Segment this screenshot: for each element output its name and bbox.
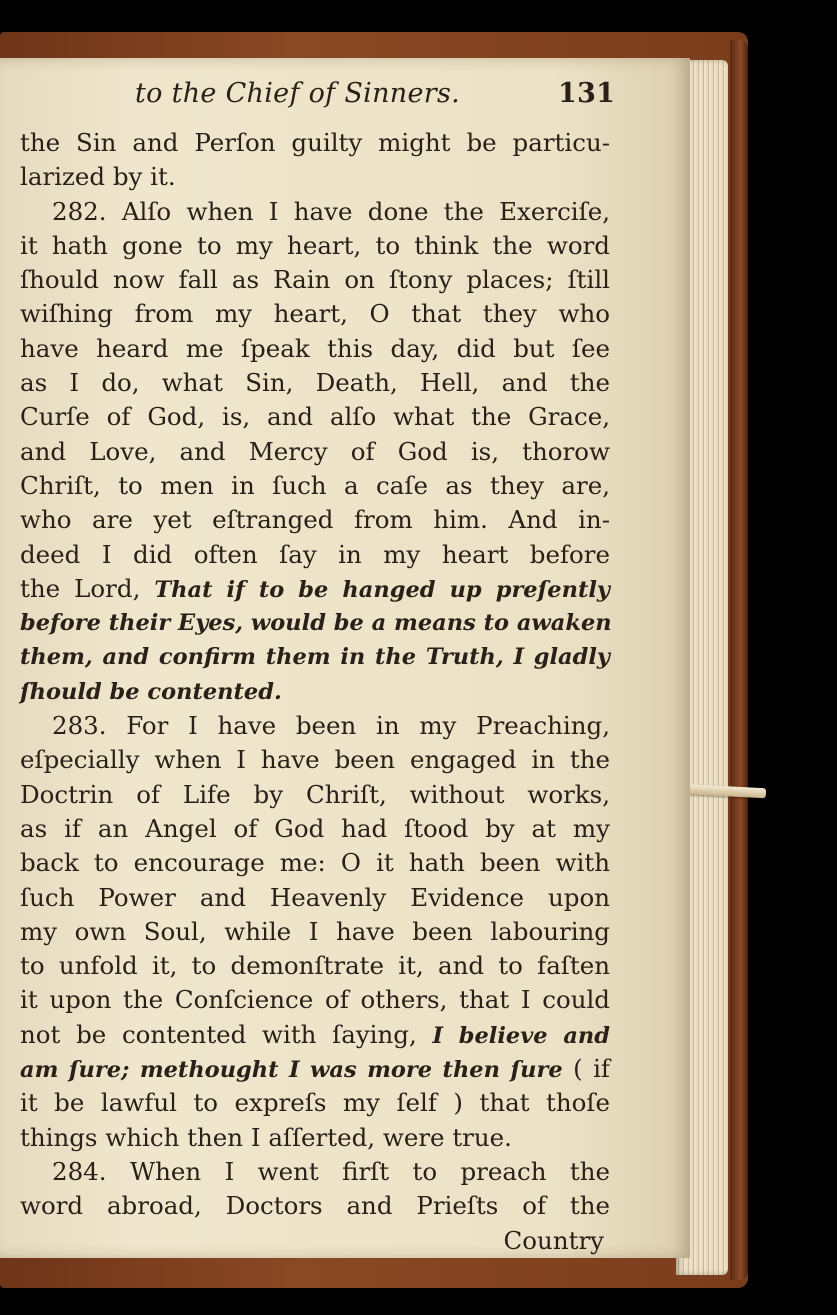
text-line: ſhould now fall as Rain on ſtony places; ſtill bbox=[20, 265, 610, 295]
text-line-italic: ſhould be contented. bbox=[20, 678, 282, 705]
text-line: things which then I aſſerted, were true. bbox=[20, 1122, 512, 1152]
text-line: back to encourage me: O it hath been with bbox=[20, 848, 610, 878]
text-roman: ( if bbox=[573, 1054, 610, 1084]
text-italic: I believe and bbox=[432, 1022, 610, 1049]
text-line bbox=[20, 1018, 610, 1052]
page-header bbox=[0, 78, 640, 118]
text-line: my own Soul, while I have been labouring bbox=[20, 916, 610, 946]
text-line: Curſe of God, is, and alſo what the Grace, bbox=[20, 402, 610, 432]
text-italic: methought I was more then ſure bbox=[139, 1057, 563, 1084]
text-line: as if an Angel of God had ſtood by at my bbox=[20, 813, 610, 843]
cover-edge bbox=[730, 40, 748, 1280]
text-line: eſpecially when I have been engaged in the bbox=[20, 745, 610, 775]
text-roman: the Lord, bbox=[20, 573, 141, 603]
text-line-italic: before their Eyes, would be a means to awaken bbox=[20, 610, 612, 637]
text-line: deed I did often ſay in my heart before bbox=[20, 539, 610, 569]
text-line: Chriſt, to men in ſuch a caſe as they are, bbox=[20, 470, 610, 500]
text-line-italic: them, and confirm them in the Truth, I gladly bbox=[20, 644, 610, 671]
catchword: Country bbox=[503, 1225, 604, 1255]
text-line: to unfold it, to demonſtrate it, and to faſten bbox=[20, 951, 610, 981]
running-title: to the Chief of Sinners. bbox=[135, 78, 460, 109]
paragraph-282-start: 282. Alſo when I have done the Exerciſe, bbox=[52, 196, 610, 226]
text-line: as I do, what Sin, Death, Hell, and the bbox=[20, 368, 610, 398]
text-line bbox=[20, 572, 610, 606]
text-line: it hath gone to my heart, to think the word bbox=[20, 230, 610, 260]
text-roman: not be contented with ſaying, bbox=[20, 1019, 417, 1049]
text-line: word abroad, Doctors and Prieſts of the bbox=[20, 1191, 610, 1221]
text-line: who are yet eſtranged from him. And in- bbox=[20, 505, 610, 535]
text-line: the Sin and Perſon guilty might be particu- bbox=[20, 128, 610, 157]
text-line: have heard me ſpeak this day, did but ſee bbox=[20, 333, 610, 363]
text-line: ſuch Power and Heavenly Evidence upon bbox=[20, 882, 610, 912]
paragraph-283-start: 283. For I have been in my Preaching, bbox=[52, 711, 610, 741]
book-page bbox=[0, 58, 690, 1258]
text-italic: am ſure; bbox=[20, 1057, 130, 1084]
text-line: and Love, and Mercy of God is, thorow bbox=[20, 436, 610, 466]
text-line: larized by it. bbox=[20, 162, 176, 192]
paragraph-284-start: 284. When I went firſt to preach the bbox=[52, 1156, 610, 1186]
page-number: 131 bbox=[558, 78, 616, 109]
body-text bbox=[20, 126, 610, 1258]
text-italic: That if to be hanged up preſently bbox=[154, 576, 610, 603]
text-line: wiſhing from my heart, O that they who bbox=[20, 299, 610, 329]
text-line: it upon the Conſcience of others, that I could bbox=[20, 985, 610, 1015]
text-line: it be lawful to expreſs my ſelf ) that thoſe bbox=[20, 1088, 610, 1118]
text-line bbox=[20, 1052, 610, 1086]
text-line: Doctrin of Life by Chriſt, without works, bbox=[20, 779, 610, 809]
